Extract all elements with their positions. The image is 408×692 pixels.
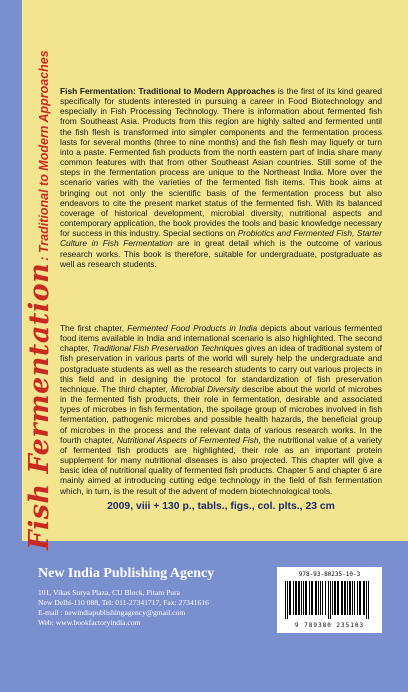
blurb-text-run: is the first of its kind geared specifically for students interested in pursuing a career in Food Biotechnology and especially in Fish Processing Technology. There is information about fermented fish from Southeast Asia. Products from this region are highly salted and fermented until the fish flesh is transformed into simpler components and the fermentation process lasts for several months (three to nine months) and the fish flesh may liquefy or turn into a paste. Fermented fish products from the north eastern part of India share many common features with that from other Southeast Asian countries. Still some of the steps in the fermentation process are unique to the Northeast India. More over the scenario varies with the varieties of the fermented fish items. This book aims at bringing out not only the scientific basis of the fermentation process but also endeavors to cite the present market status of the fermented fish. With its balanced coverage of historical development, microbial diversity, nutritional aspects and contemporary application, the book provides the tools and basic knowledge necessary for success in this industry. Special sections on [60, 86, 382, 239]
spine-title-text [24, 50, 60, 550]
spine-subtitle: : Traditional to Modern Approaches [37, 50, 51, 261]
barcode-bar [330, 581, 331, 619]
isbn-barcode [277, 567, 382, 633]
barcode-bar [349, 581, 351, 615]
barcode-bar [352, 581, 353, 615]
barcode-bar [328, 581, 329, 619]
barcode-bar [344, 581, 346, 615]
publisher-website: Web: www.bookfactoryindia.com [38, 618, 141, 627]
barcode-bar [295, 581, 297, 615]
barcode-bar [341, 581, 343, 615]
barcode-bar [359, 581, 361, 615]
blurb-paragraph-2 [60, 323, 382, 496]
blurb-text-run: Nutritional Aspects of Fermented Fish [116, 434, 259, 445]
barcode-bar [315, 581, 317, 615]
blurb-paragraph-1 [60, 86, 382, 269]
publisher-email: E-mail : newindiapublishingagency@gmail.com [38, 608, 186, 617]
barcode-bar [285, 581, 286, 619]
barcode-bar [309, 581, 310, 615]
blurb-text-run: , the nutritional value of a variety of fermented fish products are highlighted, their role as an important protein supplement for many nutritional diseases is also projected. This chapter will give a basic idea of nutritional quality of fermented fish products. Chapter 5 and chapter 6 are mainly aimed at introducing cutting edge technology in the field of fish fermentation which, in turn, is the result of the advent of modern biotechnological tools. [60, 434, 382, 496]
blurb-text-run: Probiotics and Fermented Fish, Starter Culture in Fish Fermentation [60, 228, 382, 249]
barcode-bar [347, 581, 348, 615]
barcode-bar [311, 581, 313, 615]
barcode-bar [366, 581, 367, 619]
blurb-text-run: are in great detail which is the outcome of various research works. This book is therefore, suitable for undergraduate, postgraduate as well as research students. [60, 238, 382, 269]
barcode-bar [368, 581, 369, 619]
spine-main-title: Fish Fermentation [24, 262, 55, 550]
barcode-bar [305, 581, 307, 615]
publisher-name: New India Publishing Agency [38, 566, 215, 581]
barcode-bar [320, 581, 321, 615]
blurb-text-run: gives an idea of traditional system of fish preservation in various parts of the world will surely help the undergraduate and postgraduate students as well as the research students to carry out various projects in this field and in designing the protocol for standardization of fish preservation technique. The third chapter, [60, 343, 383, 394]
barcode-digits: 9 789380 235103 [294, 622, 365, 629]
barcode-bar [337, 581, 339, 615]
barcode-bar [318, 581, 319, 615]
barcode-bar [303, 581, 304, 615]
barcode-bar [322, 581, 323, 615]
publisher-address-line-2: New Delhi-110 088, Tel: 011-27341717, Fax: 27341616 [38, 598, 209, 607]
barcode-bar [332, 581, 333, 615]
blurb-text-run: Fermented Food Products in India [127, 323, 258, 333]
barcode-bar [354, 581, 355, 615]
isbn-number: 978-93-80235-10-3 [298, 571, 361, 578]
blurb-text-run: Microbial Diversity [170, 383, 240, 394]
barcode-bar [289, 581, 291, 615]
blurb-text-run: describe about the world of microbes in the fermented fish products, their role in fermentation, desirable and associated types of microbes in fish fermentation, the spoilage group of microbes involved in fish fermentation, pathogenic microbes and possible health hazards, the beneficial group of microbes in the process and the relevant data of various research works. In the fourth chapter, [60, 383, 382, 445]
barcode-bar [363, 581, 365, 615]
barcode-bar [357, 581, 358, 615]
barcode-bar [301, 581, 302, 615]
blurb-text-run: depicts about various fermented food items available in India and international scenario is also highlighted. The second chapter, [60, 323, 382, 354]
book-specs: 2009, viii + 130 p., tabls., figs., col. plts., 23 cm [107, 501, 335, 512]
spine-title [22, 50, 62, 550]
blurb-text-run: The first chapter, [60, 323, 128, 333]
blurb-text-run: Traditional Fish Preservation Techniques [92, 343, 244, 354]
barcode-bar [334, 581, 336, 615]
barcode-bar [325, 581, 326, 615]
publisher-address-line-1: 101, Vikas Surya Plaza, CU Block, Pitam Pura [38, 588, 180, 597]
barcode-bar [287, 581, 288, 619]
barcode-bar [298, 581, 300, 615]
blurb-text-run: Fish Fermentation: Traditional to Modern Approaches [60, 86, 276, 96]
barcode-bar [293, 581, 294, 615]
barcode-bars [285, 581, 374, 619]
